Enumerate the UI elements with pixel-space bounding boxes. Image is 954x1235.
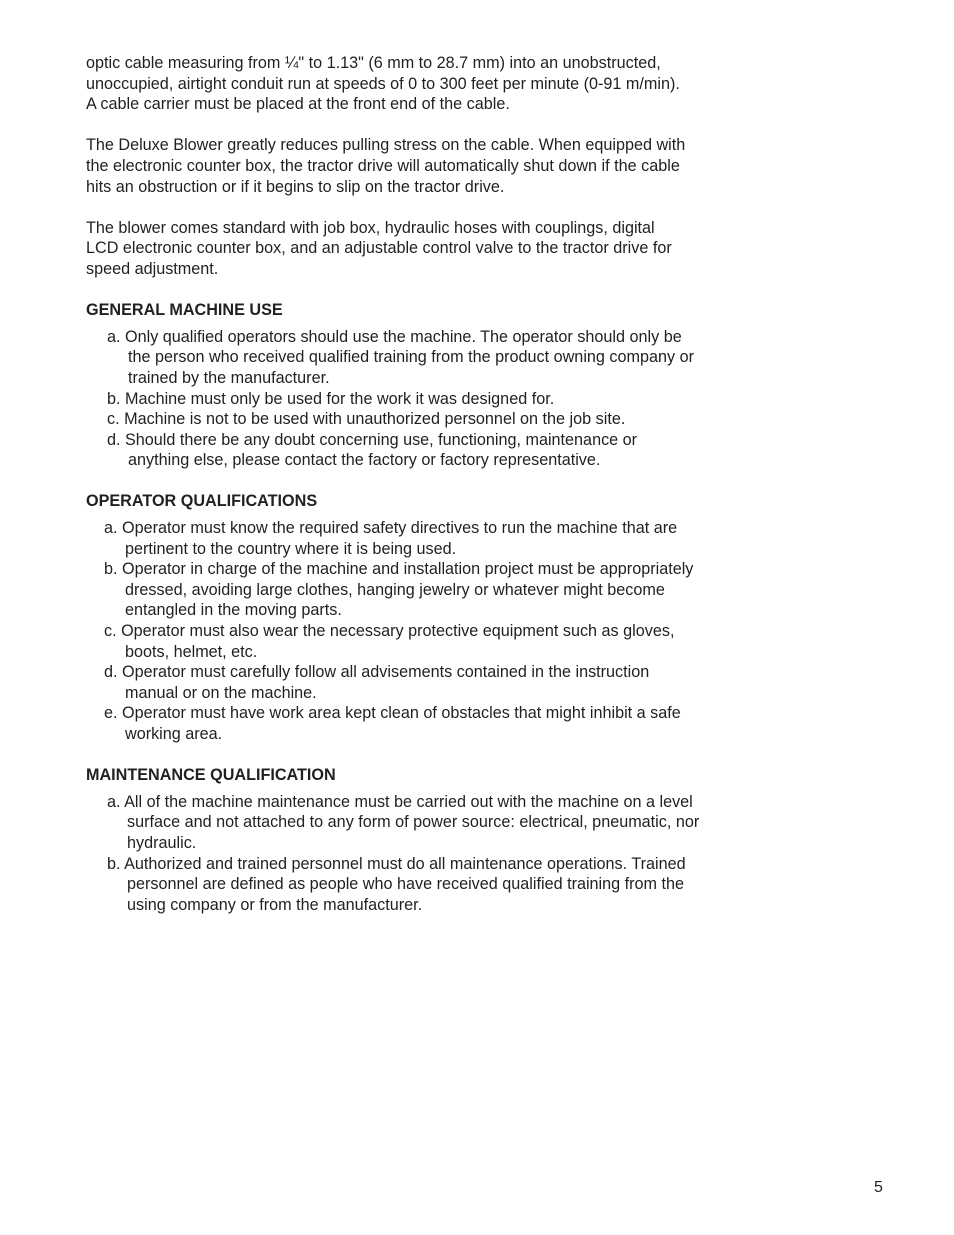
document-page: [86, 53, 766, 936]
section-heading-operator-qualifications: OPERATOR QUALIFICATIONS: [86, 492, 318, 511]
intro-paragraph-1: [86, 53, 766, 115]
intro-paragraph-3: [86, 218, 766, 280]
text-line: speed adjustment.: [86, 259, 219, 278]
list-item: [104, 662, 766, 703]
text-line: working area.: [125, 725, 223, 743]
text-line: b. Operator in charge of the machine and installation project must be appropriately: [104, 560, 694, 579]
text-line: c. Operator must also wear the necessary protective equipment such as gloves,: [104, 622, 675, 641]
text-line: The blower comes standard with job box, hydraulic hoses with couplings, digital: [86, 218, 655, 237]
text-line: dressed, avoiding large clothes, hanging jewelry or whatever might become: [125, 580, 665, 599]
text-line: a. Operator must know the required safety directives to run the machine that are: [104, 519, 678, 538]
text-line: b. Machine must only be used for the work it was designed for.: [107, 389, 555, 408]
text-line: The Deluxe Blower greatly reduces pulling stress on the cable. When equipped with: [86, 136, 686, 155]
list-item: [104, 703, 766, 744]
list-item: [104, 559, 766, 621]
text-line: trained by the manufacturer.: [128, 368, 330, 387]
list-item: [107, 327, 766, 389]
operator-qualifications-list: [86, 518, 766, 745]
section-heading-maintenance-qualification: MAINTENANCE QUALIFICATION: [86, 766, 336, 785]
intro-paragraph-2: [86, 135, 766, 197]
text-line: A cable carrier must be placed at the front end of the cable.: [86, 95, 510, 114]
text-line: boots, helmet, etc.: [125, 642, 258, 661]
list-item: [107, 409, 766, 430]
general-machine-use-list: [86, 327, 766, 471]
text-line: the person who received qualified training from the product owning company or: [128, 348, 694, 367]
text-line: unoccupied, airtight conduit run at speeds of 0 to 300 feet per minute (0-91 m/min).: [86, 74, 680, 93]
maintenance-qualification-list: [86, 792, 766, 916]
list-item: [104, 621, 766, 662]
list-item: [107, 792, 766, 854]
text-line: using company or from the manufacturer.: [127, 895, 423, 914]
text-line: hits an obstruction or if it begins to slip on the tractor drive.: [86, 177, 505, 196]
text-line: entangled in the moving parts.: [125, 601, 342, 620]
text-line: c. Machine is not to be used with unauthorized personnel on the job site.: [107, 410, 626, 429]
text-line: the electronic counter box, the tractor drive will automatically shut down if the cable: [86, 156, 680, 175]
text-line: optic cable measuring from ¼" to 1.13" (6 mm to 28.7 mm) into an unobstructed,: [86, 54, 661, 72]
text-line: d. Should there be any doubt concerning use, functioning, maintenance or: [107, 430, 638, 449]
text-line: hydraulic.: [127, 833, 197, 852]
section-heading-general-machine-use: GENERAL MACHINE USE: [86, 301, 283, 320]
page-number: 5: [874, 1179, 883, 1196]
text-line: LCD electronic counter box, and an adjustable control valve to the tractor drive for: [86, 239, 672, 258]
list-item: [104, 518, 766, 559]
text-line: a. Only qualified operators should use the machine. The operator should only be: [107, 327, 682, 346]
text-line: manual or on the machine.: [125, 683, 317, 702]
list-item: [107, 430, 766, 471]
text-line: anything else, please contact the factory or factory representative.: [128, 451, 601, 470]
text-line: surface and not attached to any form of power source: electrical, pneumatic, nor: [127, 813, 700, 832]
list-item: [107, 389, 766, 410]
list-item: [107, 854, 766, 916]
text-line: pertinent to the country where it is being used.: [125, 539, 457, 558]
text-line: b. Authorized and trained personnel must do all maintenance operations. Trained: [107, 854, 686, 873]
text-line: personnel are defined as people who have received qualified training from the: [127, 875, 685, 894]
text-line: e. Operator must have work area kept clean of obstacles that might inhibit a safe: [104, 704, 681, 723]
text-line: d. Operator must carefully follow all advisements contained in the instruction: [104, 663, 650, 682]
text-line: a. All of the machine maintenance must be carried out with the machine on a level: [107, 792, 693, 811]
